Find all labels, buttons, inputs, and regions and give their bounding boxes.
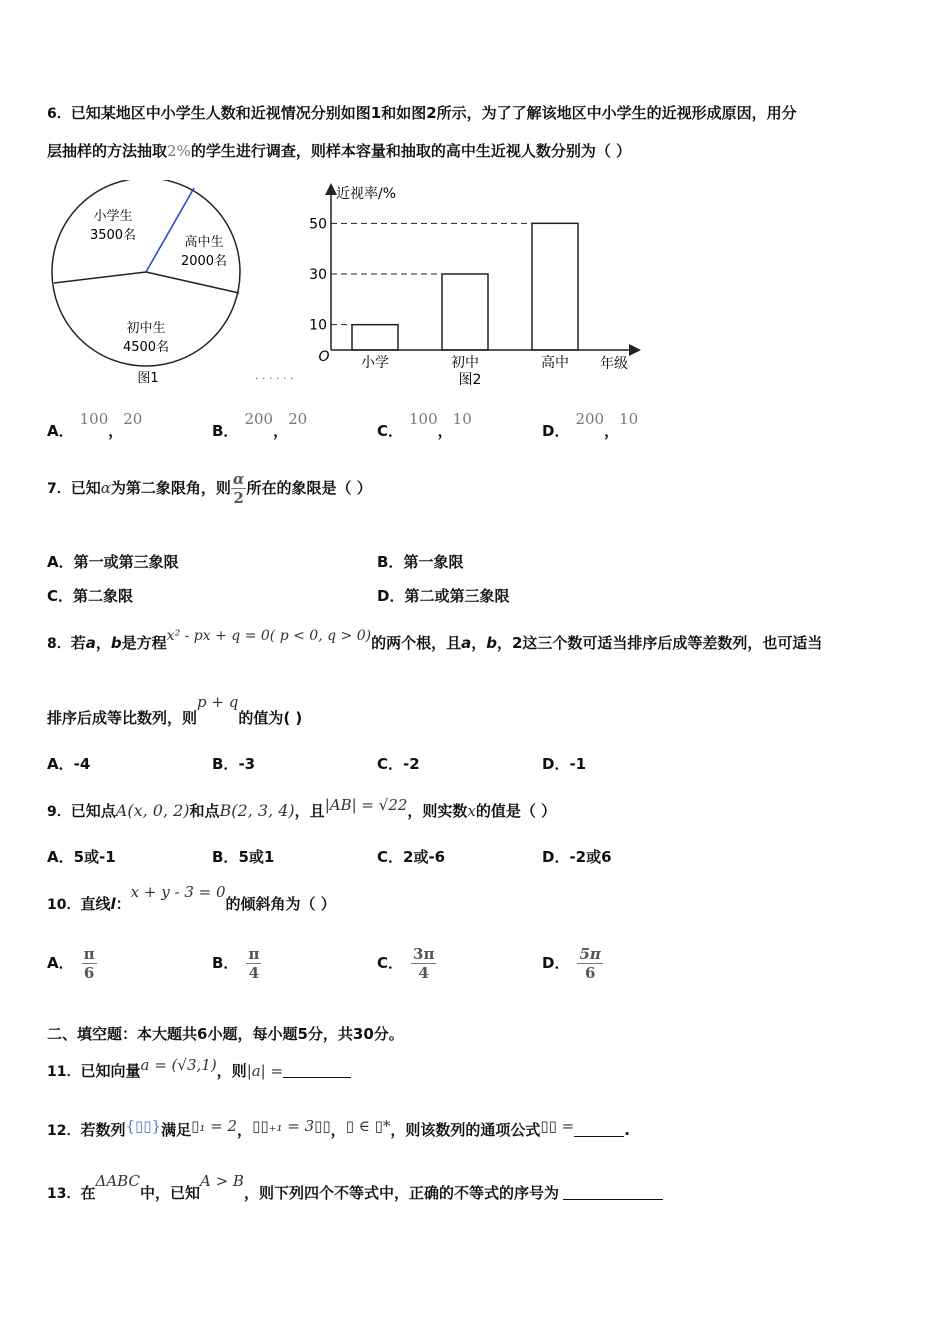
- q6-text-1: 已知某地区中小学生人数和近视情况分别如图1和如图2所示，为了了解该地区中小学生的近视形成原因，用分: [70, 104, 797, 122]
- pie-circle: [52, 180, 240, 366]
- q9-option-c: [377, 846, 445, 867]
- section-2-heading: 二、填空题：本大题共6小题，每小题5分，共30分。: [47, 1025, 404, 1043]
- q9-point-b: B(2, 3, 4): [219, 801, 295, 820]
- q13-number: 13．: [47, 1186, 81, 1202]
- q9-text-c: ，且: [294, 802, 325, 820]
- q6-option-d-v1: 200: [575, 410, 605, 428]
- q11-text-a: 已知向量: [80, 1062, 141, 1080]
- q9-option-c-letter: C．: [377, 848, 404, 866]
- q10-option-b: [212, 945, 261, 982]
- pie-count-primary: 3500名: [89, 228, 137, 243]
- q6-option-a-v2: 20: [123, 410, 143, 428]
- q12-text-c: ，则该数列的通项公式: [390, 1121, 541, 1139]
- q8-option-d: [542, 753, 586, 774]
- q6-option-b-v1: 200: [244, 410, 274, 428]
- q13-text-a: 在: [80, 1184, 96, 1202]
- q13-text-b: 中，已知: [139, 1184, 200, 1202]
- q12-term: ▯▯ =: [540, 1117, 575, 1135]
- q7-frac-num: α: [232, 470, 245, 488]
- q9-text-a: 已知点: [70, 802, 116, 820]
- q9-var-x: x: [467, 802, 476, 820]
- q6-number: 6．: [47, 106, 71, 122]
- q9-option-d: [542, 846, 612, 867]
- bar-小学: [352, 325, 398, 350]
- y-axis-label: 近视率/%: [336, 186, 397, 202]
- q12-sequence: {▯▯}: [125, 1117, 162, 1135]
- q13-stem: [47, 1172, 663, 1203]
- y-tick-label-1: 30: [309, 267, 327, 283]
- q8-text-2b: 的值为( ): [238, 709, 303, 727]
- pie-divider-right: [146, 272, 239, 293]
- q7-stem: [47, 470, 372, 507]
- x-tick-label-0: 小学: [361, 355, 389, 371]
- q9-text-b: 和点: [189, 802, 220, 820]
- q12-stem: [47, 1119, 630, 1140]
- q8-number: 8．: [47, 636, 71, 652]
- x-tick-label-1: 初中: [451, 355, 479, 371]
- q6-option-c-v2: 10: [452, 410, 472, 428]
- q8-option-a-letter: A．: [47, 755, 74, 773]
- q13-condition: A > B: [199, 1172, 244, 1190]
- q9-option-a-text: 5或-1: [73, 848, 116, 866]
- q6-option-b-sep: ，: [273, 422, 289, 440]
- q8-text-b: 是方程: [121, 634, 167, 652]
- q13-answer-blank[interactable]: [563, 1185, 663, 1200]
- q7-fraction: [231, 470, 247, 507]
- q10-option-a: [47, 945, 97, 982]
- q7-option-b: [377, 551, 463, 572]
- q9-option-a-letter: A．: [47, 848, 74, 866]
- q10-option-d-frac: [577, 945, 602, 982]
- q7-option-a-letter: A．: [47, 553, 74, 571]
- q11-vector: a = (√3,1): [140, 1056, 217, 1074]
- q12-domain: ▯ ∈ ▯*: [345, 1117, 391, 1135]
- x-axis-label: 年级: [600, 356, 628, 372]
- q6-option-a-letter: A．: [47, 422, 74, 440]
- q6-option-b: [212, 410, 308, 441]
- q10-option-a-den: 6: [82, 963, 97, 982]
- q12-initial: ▯₁ = 2: [191, 1117, 238, 1135]
- q6-option-c: [377, 410, 472, 441]
- q6-text-2a: 层抽样的方法抽取: [47, 142, 168, 160]
- figure-dots: · · · · · ·: [255, 372, 294, 385]
- q12-end: .: [624, 1121, 630, 1139]
- q12-answer-blank[interactable]: [574, 1122, 624, 1137]
- q11-text-b: ，则: [216, 1062, 247, 1080]
- q6-option-b-v2: 20: [288, 410, 308, 428]
- q9-point-a: A(x, 0, 2): [115, 801, 190, 820]
- q8-option-c-letter: C．: [377, 755, 404, 773]
- q7-option-c-text: 第二象限: [73, 587, 134, 605]
- q12-text-a: 若数列: [80, 1121, 126, 1139]
- q10-text-b: 的倾斜角为（ ）: [225, 895, 336, 913]
- q8-text-2a: 排序后成等比数列，则: [47, 709, 198, 727]
- q8-line1: [47, 628, 823, 653]
- q6-line1: [47, 102, 797, 123]
- q10-option-d-num: 5π: [579, 945, 601, 963]
- pie-divider-left: [54, 272, 146, 283]
- q10-option-a-frac: [82, 945, 97, 982]
- q10-var-l: l: [110, 895, 116, 913]
- q8-text-a: 若: [70, 634, 86, 652]
- q9-option-c-text: 2或-6: [403, 848, 446, 866]
- x-tick-label-2: 高中: [541, 355, 569, 371]
- q7-option-d-letter: D．: [377, 587, 405, 605]
- q7-text-a: 已知: [70, 479, 101, 497]
- q13-triangle: ΔABC: [95, 1172, 140, 1190]
- q7-alpha: α: [100, 479, 111, 497]
- bar-caption: 图2: [458, 372, 482, 388]
- q9-number: 9．: [47, 804, 71, 820]
- q6-option-a: [47, 410, 143, 441]
- q8-option-d-letter: D．: [542, 755, 570, 773]
- q10-option-c-den: 4: [411, 963, 436, 982]
- origin-label: O: [318, 349, 330, 365]
- q8-sep2: ，: [471, 634, 487, 652]
- q7-number: 7．: [47, 481, 71, 497]
- q8-option-a: [47, 753, 90, 774]
- q8-option-b-text: -3: [238, 755, 256, 773]
- q10-colon: ：: [115, 895, 131, 913]
- pie-count-middle: 4500名: [122, 340, 170, 355]
- q10-option-c-frac: [411, 945, 436, 982]
- q10-stem: [47, 883, 336, 914]
- q9-stem: [47, 796, 557, 821]
- q11-stem: [47, 1056, 351, 1081]
- q9-option-b-text: 5或1: [238, 848, 275, 866]
- q10-option-d: [542, 945, 603, 982]
- q10-option-d-letter: D．: [542, 954, 570, 972]
- q7-option-b-text: 第一象限: [403, 553, 464, 571]
- q10-option-c: [377, 945, 436, 982]
- q10-equation: x + y - 3 = 0: [130, 883, 226, 901]
- y-tick-label-0: 10: [309, 317, 327, 334]
- pie-count-high: 2000名: [180, 254, 228, 269]
- q8-option-d-text: -1: [569, 755, 587, 773]
- q12-number: 12．: [47, 1123, 81, 1139]
- q8-expression: p + q: [197, 693, 239, 711]
- q10-option-b-letter: B．: [212, 954, 239, 972]
- bar-初中: [442, 274, 488, 350]
- q12-sep2: ，: [330, 1121, 346, 1139]
- q9-option-b-letter: B．: [212, 848, 239, 866]
- bar-figure: [300, 178, 645, 390]
- q6-text-2b: 的学生进行调查，则样本容量和抽取的高中生近视人数分别为（ ）: [190, 142, 632, 160]
- q7-text-c: 所在的象限是（ ）: [246, 479, 372, 497]
- q9-text-e: 的值是（ ）: [475, 802, 557, 820]
- q8-var-b: b: [110, 634, 122, 652]
- q10-option-a-letter: A．: [47, 954, 74, 972]
- pie-label-middle: 初中生: [126, 321, 166, 336]
- q6-option-d-v2: 10: [619, 410, 639, 428]
- q6-option-d: [542, 410, 639, 441]
- q6-option-d-sep: ，: [604, 422, 620, 440]
- q12-text-b: 满足: [161, 1121, 192, 1139]
- pie-label-primary: 小学生: [93, 209, 133, 224]
- q8-option-c: [377, 753, 420, 774]
- bar-marks: [309, 216, 578, 371]
- q8-var-b2: b: [486, 634, 497, 652]
- q7-option-c: [47, 585, 133, 606]
- q10-option-b-den: 4: [246, 963, 261, 982]
- q10-option-d-den: 6: [577, 963, 602, 982]
- q9-option-a: [47, 846, 116, 867]
- q10-text-a: 直线: [80, 895, 111, 913]
- q8-text-d: ，2这三个数可适当排序后成等差数列，也可适当: [496, 634, 823, 652]
- q7-option-a-text: 第一或第三象限: [73, 553, 179, 571]
- y-tick-label-2: 50: [309, 216, 327, 233]
- q10-option-a-num: π: [83, 945, 95, 963]
- q7-option-c-letter: C．: [47, 587, 74, 605]
- q12-sep1: ，: [237, 1121, 253, 1139]
- q8-option-c-text: -2: [403, 755, 420, 773]
- q7-option-b-letter: B．: [377, 553, 404, 571]
- q6-option-a-v1: 100: [79, 410, 109, 428]
- q8-option-a-text: -4: [73, 755, 91, 773]
- q7-option-d-text: 第二或第三象限: [404, 587, 510, 605]
- q6-option-d-letter: D．: [542, 422, 570, 440]
- q9-option-d-letter: D．: [542, 848, 570, 866]
- q6-option-c-sep: ，: [437, 422, 453, 440]
- q6-option-b-letter: B．: [212, 422, 239, 440]
- q6-percent: 2%: [167, 142, 191, 160]
- q6-option-c-v1: 100: [409, 410, 438, 428]
- q10-option-c-letter: C．: [377, 954, 404, 972]
- q9-distance: |AB| = √22: [324, 796, 408, 814]
- q6-option-a-sep: ，: [108, 422, 124, 440]
- q8-option-b-letter: B．: [212, 755, 239, 773]
- q8-option-b: [212, 753, 255, 774]
- q8-text-c: 的两个根，且: [371, 634, 462, 652]
- q7-frac-den: 2: [231, 488, 247, 507]
- bar-高中: [532, 223, 578, 350]
- q9-text-d: ，则实数: [407, 802, 468, 820]
- q10-option-b-frac: [246, 945, 261, 982]
- q9-option-d-text: -2或6: [569, 848, 612, 866]
- q10-option-c-num: 3π: [413, 945, 435, 963]
- q11-abs: |a| =: [246, 1062, 284, 1080]
- q8-line2: [47, 693, 303, 728]
- pie-label-high: 高中生: [184, 235, 224, 250]
- q12-recurrence: ▯▯₊₁ = 3▯▯: [252, 1117, 331, 1135]
- q6-option-c-letter: C．: [377, 422, 404, 440]
- q11-number: 11．: [47, 1064, 81, 1080]
- q10-option-b-num: π: [248, 945, 260, 963]
- q8-var-a2: a: [461, 634, 472, 652]
- pie-caption: 图1: [137, 371, 159, 386]
- q8-equation: x² - px + q = 0( p < 0, q > 0): [166, 628, 372, 644]
- q7-option-d: [377, 585, 509, 606]
- q8-var-a: a: [85, 634, 96, 652]
- q6-line2: [47, 140, 631, 161]
- q8-sep: ，: [95, 634, 111, 652]
- q9-option-b: [212, 846, 274, 867]
- q10-number: 10．: [47, 897, 81, 913]
- q11-answer-blank[interactable]: [283, 1063, 351, 1078]
- q7-text-b: 为第二象限角，则: [110, 479, 231, 497]
- pie-figure: [45, 180, 250, 390]
- q13-text-c: ，则下列四个不等式中，正确的不等式的序号为: [243, 1184, 559, 1202]
- q7-option-a: [47, 551, 179, 572]
